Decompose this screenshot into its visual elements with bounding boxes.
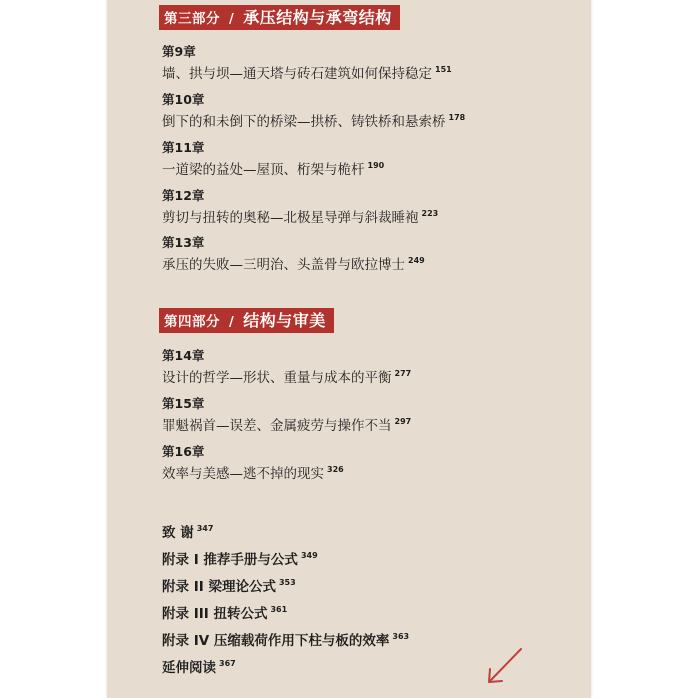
chapter-title [162,108,465,128]
chapter-page-number: 223 [421,209,439,218]
back-matter-page-number: 347 [196,524,214,533]
part-label: 第四部分 [164,314,220,330]
chapter-title-text: 剪切与扭转的奥秘—北极星导弹与斜裁睡袍 [162,210,419,226]
chapter-page-number: 326 [327,465,344,474]
chapter-9[interactable] [162,43,452,80]
part-separator: / [229,12,235,27]
back-matter-page-number: 353 [278,578,296,587]
arrow-down-left-icon [483,644,527,688]
chapter-11[interactable] [162,139,384,176]
chapter-page-number: 190 [367,161,385,170]
back-matter-title: 附录 I 推荐手册与公式 [162,552,298,568]
part-separator: / [229,315,235,330]
back-matter-appendix-4[interactable] [162,627,409,647]
chapter-number: 第10章 [162,92,205,107]
back-matter-title: 致 谢 [162,525,194,541]
chapter-number: 第11章 [162,140,205,155]
toc-page [107,0,591,698]
chapter-title-text: 一道梁的益处—屋顶、桁架与桅杆 [162,162,365,178]
chapter-title-text: 承压的失败—三明治、头盖骨与欧拉博士 [162,257,405,273]
chapter-title [162,156,384,176]
chapter-title-text: 倒下的和未倒下的桥梁—拱桥、铸铁桥和悬索桥 [162,114,446,130]
back-matter-title: 附录 II 梁理论公式 [162,579,276,595]
chapter-title-text: 墙、拱与坝—通天塔与砖石建筑如何保持稳定 [162,66,432,82]
chapter-page-number: 297 [394,417,412,426]
chapter-title [162,412,411,432]
chapter-title [162,364,411,384]
part-header-4 [159,308,334,333]
chapter-title [162,460,344,480]
part-title: 结构与审美 [243,311,326,330]
back-matter-title: 附录 III 扭转公式 [162,606,268,622]
chapter-number: 第14章 [162,348,205,363]
chapter-13[interactable] [162,234,425,271]
back-matter-page-number: 367 [219,659,236,668]
back-matter-page-number: 349 [300,551,318,560]
chapter-number: 第15章 [162,396,205,411]
part-header-3 [159,5,400,30]
chapter-page-number: 249 [408,256,425,265]
chapter-16[interactable] [162,443,344,480]
chapter-10[interactable] [162,91,465,128]
back-matter-further-reading[interactable] [162,654,236,674]
chapter-15[interactable] [162,395,411,432]
chapter-number: 第13章 [162,235,205,250]
chapter-number: 第16章 [162,444,205,459]
part-title: 承压结构与承弯结构 [243,8,392,27]
back-matter-title: 延伸阅读 [162,660,216,676]
back-matter-page-number: 361 [270,605,288,614]
back-matter-appendix-2[interactable] [162,573,296,593]
back-matter-title: 附录 IV 压缩载荷作用下柱与板的效率 [162,633,390,649]
back-matter-acknowledgements[interactable] [162,519,213,539]
part-label: 第三部分 [164,11,220,27]
chapter-title-text: 设计的哲学—形状、重量与成本的平衡 [162,370,392,386]
chapter-title [162,251,425,271]
chapter-title-text: 效率与美感—逃不掉的现实 [162,466,324,482]
chapter-title [162,204,438,224]
back-matter-page-number: 363 [392,632,410,641]
back-matter-appendix-1[interactable] [162,546,318,566]
chapter-number: 第12章 [162,188,205,203]
chapter-number: 第9章 [162,44,196,59]
chapter-14[interactable] [162,347,411,384]
chapter-title [162,60,452,80]
chapter-page-number: 151 [435,65,452,74]
chapter-page-number: 178 [448,113,466,122]
chapter-12[interactable] [162,187,438,224]
chapter-page-number: 277 [394,369,412,378]
chapter-title-text: 罪魁祸首—误差、金属疲劳与操作不当 [162,418,392,434]
back-matter-appendix-3[interactable] [162,600,287,620]
